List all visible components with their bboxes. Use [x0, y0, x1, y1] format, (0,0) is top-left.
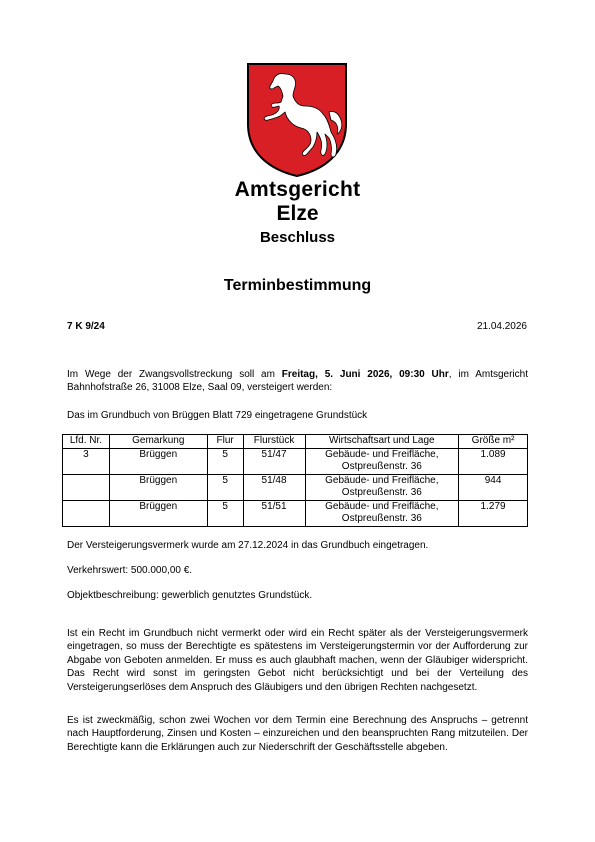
cell-flur: 5 [207, 474, 243, 500]
table-header-row [63, 435, 528, 449]
document-date: 21.04.2026 [476, 321, 527, 332]
court-location: Elze [276, 202, 319, 225]
table-row [63, 474, 528, 500]
notice-claims: Es ist zweckmäßig, schon zwei Wochen vor dem Termin eine Berechnung des Anspruchs – getrennt nach Hauptforderung, Zinsen und Kosten – einzureichen und den beanspruchten Rang mitzuteilen. Der Berechtigte kann die Erklärungen auch zur Niederschrift der Geschäftsstelle abgeben. [67, 715, 528, 753]
column-header: Flurstück [243, 435, 305, 449]
court-name: Amtsgericht [234, 178, 361, 201]
column-header: Gemarkung [109, 435, 207, 449]
column-header: Flur [207, 435, 243, 449]
cell-flur: 5 [207, 448, 243, 474]
cell-lfd-nr [63, 474, 110, 500]
cell-flurstueck: 51/48 [243, 474, 305, 500]
cell-lfd-nr [63, 500, 110, 526]
lower-saxony-horse-crest-icon [245, 62, 349, 178]
document-heading: Terminbestimmung [223, 277, 372, 294]
cell-flurstueck: 51/51 [243, 500, 305, 526]
cell-flur: 5 [207, 500, 243, 526]
auction-intro [67, 368, 528, 395]
column-header: Größe m² [459, 435, 528, 449]
cell-groesse: 944 [459, 474, 528, 500]
cell-wirtschaftsart: Gebäude- und Freifläche, Ostpreußenstr. 36 [305, 448, 459, 474]
cell-gemarkung: Brüggen [109, 500, 207, 526]
column-header: Lfd. Nr. [63, 435, 110, 449]
auction-date: Freitag, 5. Juni 2026, 09:30 Uhr [281, 369, 449, 380]
notice-rights: Ist ein Recht im Grundbuch nicht vermerkt oder wird ein Recht später als der Versteigerungsvermerk eingetragen, so muss der Berechtigte es spätestens im Versteigerungstermin vor der Aufforderung zur Abgabe von Geboten anmelden. Er muss es auch glaubhaft machen, wenn der Gläubiger widerspricht. Das Recht wird sonst im geringsten Gebot nicht berücksichtigt und bei der Verteilung des Versteigerungserlöses dem Anspruch des Gläubigers und den übrigen Rechten nachgesetzt. [67, 628, 528, 693]
document-type: Beschluss [259, 229, 336, 246]
table-row [63, 448, 528, 474]
cell-lfd-nr: 3 [63, 448, 110, 474]
intro-text-before: Im Wege der Zwangsvollstreckung soll am [67, 369, 282, 380]
cell-wirtschaftsart: Gebäude- und Freifläche, Ostpreußenstr. 36 [305, 500, 459, 526]
cell-groesse: 1.089 [459, 448, 528, 474]
cell-wirtschaftsart: Gebäude- und Freifläche, Ostpreußenstr. 36 [305, 474, 459, 500]
intro-text-after: , im Amtsgericht Bahnhofstraße 26, 31008 Elze, Saal 09, versteigert werden: [67, 369, 528, 394]
file-number: 7 K 9/24 [67, 321, 105, 332]
table-row [63, 500, 528, 526]
cell-flurstueck: 51/47 [243, 448, 305, 474]
column-header: Wirtschaftsart und Lage [305, 435, 459, 449]
cell-groesse: 1.279 [459, 500, 528, 526]
objektbeschreibung-text: Objektbeschreibung: gewerblich genutztes Grundstück. [67, 590, 313, 601]
verkehrswert-text: Verkehrswert: 500.000,00 €. [67, 565, 193, 576]
register-line: Das im Grundbuch von Brüggen Blatt 729 eingetragene Grundstück [67, 410, 368, 421]
cell-gemarkung: Brüggen [109, 448, 207, 474]
vermerk-text: Der Versteigerungsvermerk wurde am 27.12.2024 in das Grundbuch eingetragen. [67, 540, 429, 551]
cell-gemarkung: Brüggen [109, 474, 207, 500]
parcel-table [62, 434, 528, 527]
